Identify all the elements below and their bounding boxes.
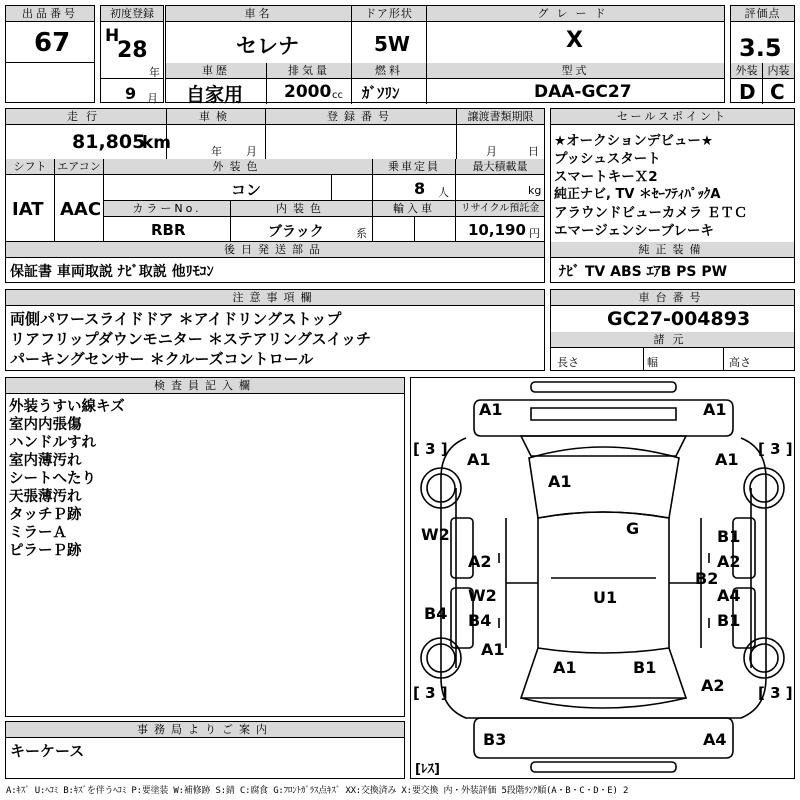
ext-color-label: 外装色	[104, 159, 372, 175]
aircon-label: エアコン	[55, 159, 103, 175]
reg-year: 28	[117, 38, 148, 63]
model-label: 型式	[427, 63, 724, 79]
month-unit: 月	[147, 92, 158, 105]
fuel-label: 燃料	[352, 63, 426, 79]
inspection-year-unit: 年	[211, 145, 222, 158]
grade: X	[566, 28, 583, 53]
lot-number-label: 出品番号	[6, 6, 94, 22]
damage-mark: B2	[695, 569, 719, 588]
damage-mark: W2	[468, 586, 497, 605]
damage-mark: A1	[481, 640, 505, 659]
score-label: 評価点	[731, 6, 794, 22]
shift: IAT	[12, 199, 44, 220]
damage-mark: A1	[467, 450, 491, 469]
sales-line: ★オークションデビュー★	[554, 133, 713, 149]
capacity-label: 乗車定員	[373, 159, 455, 175]
int-color-label: 内装色	[231, 201, 372, 217]
spec-label: 諸元	[551, 332, 794, 348]
length-label: 長さ	[557, 356, 579, 369]
displacement-label: 排気量	[267, 63, 351, 79]
inspector-line: タッチＰ跡	[9, 507, 82, 523]
damage-mark: A1	[715, 450, 739, 469]
damage-mark: B3	[483, 730, 507, 749]
inspector-line: 外装うすい線キズ	[9, 399, 125, 415]
damage-mark: A2	[717, 552, 741, 571]
inspector-line: 室内薄汚れ	[9, 453, 82, 469]
score: 3.5	[739, 34, 782, 62]
inspection-month-unit: 月	[246, 145, 257, 158]
genuine-equipment: ﾅﾋﾞ TV ABS ｴｱB PS PW	[559, 264, 728, 280]
damage-mark: U1	[593, 588, 618, 607]
first-registration-label: 初度登録	[101, 6, 163, 22]
capacity: 8	[414, 179, 426, 198]
inspector-line: ハンドルすれ	[9, 435, 96, 451]
shift-label: シフト	[6, 159, 54, 175]
office-label: 事務局よりご案内	[6, 722, 404, 738]
ext-color: コン	[231, 181, 262, 199]
car-name: セレナ	[236, 34, 299, 58]
score-cell	[730, 5, 795, 103]
displacement-unit: cc	[332, 90, 343, 101]
damage-mark: G	[626, 519, 640, 538]
mileage-unit: km	[142, 133, 172, 153]
damage-mark: B4	[424, 604, 448, 623]
chassis-number	[550, 289, 795, 371]
vehicle-details	[5, 108, 545, 283]
office-value: キーケース	[10, 742, 85, 760]
mileage-label: 走行	[6, 109, 166, 125]
damage-diagram	[410, 377, 795, 779]
inspection-label: 車検	[167, 109, 265, 125]
sales-line: エマージェンシーブレーキ	[554, 223, 714, 239]
sales-line: プッシュスタート	[554, 151, 661, 167]
reg-month: 9	[125, 84, 137, 103]
sales-line: 純正ナビ, TV ＊ｾｰﾌﾃｨﾊﾟｯｸA	[554, 187, 721, 202]
lot-number-cell	[5, 5, 95, 103]
damage-mark: A1	[479, 400, 503, 419]
note-line: 両側パワースライドドア ＊アイドリングストップ	[10, 310, 342, 328]
color-no-label: カラーNo.	[104, 201, 230, 217]
damage-mark: A4	[717, 586, 741, 605]
damage-mark: A1	[553, 658, 577, 677]
note-line: リアフリップダウンモニター ＊ステアリングスイッチ	[10, 330, 372, 348]
chassis-value: GC27-004893	[607, 308, 751, 330]
recycle-fee: 10,190	[468, 221, 526, 239]
transfer-month-unit: 月	[486, 145, 497, 158]
color-no: RBR	[151, 221, 186, 239]
grade-label: グレード	[427, 6, 724, 22]
inspector-line: ピラーＰ跡	[9, 543, 82, 559]
year-unit: 年	[149, 66, 160, 79]
damage-mark: W2	[421, 525, 450, 544]
recycle-label: リサイクル預託金	[456, 201, 544, 217]
later-parts: 保証書 車両取説 ﾅﾋﾞ取説 他ﾘﾓｺﾝ	[10, 264, 214, 280]
recycle-unit: 円	[529, 227, 540, 240]
spare-tire: [ﾚｽ]	[415, 762, 440, 777]
damage-mark: B1	[717, 527, 741, 546]
displacement: 2000	[284, 82, 332, 102]
door-type: 5W	[374, 32, 410, 56]
int-color: ブラック	[268, 224, 324, 240]
lot-number: 67	[34, 28, 71, 58]
exterior-label: 外装	[731, 63, 762, 79]
inspector-line: 室内内張傷	[9, 417, 82, 433]
office-notice	[5, 721, 405, 779]
legend: A:ｷｽﾞ U:ﾍｺﾐ B:ｷｽﾞを伴うﾍｺﾐ P:要塗装 W:補修跡 S:錆 C:腐食 G:ﾌﾛﾝﾄｶﾞﾗｽ点ｷｽﾞ XX:交換済み X:要交換 内・外装評価 5段階ﾗﾝｸ順(A・B・C・D・E) 2	[6, 786, 629, 796]
chassis-label: 車台番号	[551, 290, 794, 306]
tire-rear-left: [ 3 ]	[413, 684, 448, 702]
genuine-equipment-label: 純正装備	[551, 242, 794, 258]
inspector-line: シートへたり	[9, 471, 96, 487]
import-label: 輸入車	[373, 201, 455, 217]
damage-mark: A1	[548, 472, 572, 491]
notes	[5, 289, 545, 371]
interior-grade: C	[770, 80, 785, 104]
registration-number-label: 登録番号	[266, 109, 456, 125]
fuel: ｶﾞｿﾘﾝ	[362, 84, 400, 102]
capacity-unit: 人	[438, 186, 449, 199]
inspector-line: 天張薄汚れ	[9, 489, 82, 505]
damage-mark: A1	[703, 400, 727, 419]
later-parts-label: 後日発送部品	[6, 242, 544, 258]
max-load-label: 最大積載量	[456, 159, 544, 175]
sales-points-label: セールスポイント	[551, 109, 794, 125]
height-label: 高さ	[729, 356, 751, 369]
tire-rear-right: [ 3 ]	[758, 684, 793, 702]
damage-mark: B1	[717, 611, 741, 630]
damage-mark: B4	[468, 611, 492, 630]
aircon: AAC	[60, 199, 102, 220]
note-line: パーキングセンサー ＊クルーズコントロール	[10, 350, 314, 368]
interior-label: 内装	[763, 63, 794, 79]
damage-mark: A2	[468, 552, 492, 571]
damage-mark: B1	[633, 658, 657, 677]
inspector-line: ミラーＡ	[9, 525, 67, 541]
era: H	[105, 26, 120, 46]
exterior-grade: D	[739, 80, 756, 104]
sales-line: アラウンドビューカメラ ＥＴＣ	[554, 205, 748, 221]
width-label: 幅	[647, 356, 658, 369]
mileage: 81,805	[72, 131, 146, 153]
damage-mark: A4	[703, 730, 727, 749]
first-registration-cell	[100, 5, 164, 103]
notes-label: 注意事項欄	[6, 290, 544, 306]
sales-points	[550, 108, 795, 283]
door-label: ドア形状	[352, 6, 426, 22]
inspector-notes	[5, 377, 405, 717]
transfer-deadline-label: 譲渡書類期限	[457, 109, 544, 125]
tire-front-right: [ 3 ]	[758, 440, 793, 458]
transfer-day-unit: 日	[528, 145, 539, 158]
history-label: 車歴	[166, 63, 266, 79]
car-info-cell	[165, 5, 725, 106]
history: 自家用	[186, 84, 244, 106]
tire-front-left: [ 3 ]	[413, 440, 448, 458]
damage-mark: A2	[701, 676, 725, 695]
inspector-label: 検査員記入欄	[6, 378, 404, 394]
car-outline	[411, 378, 794, 778]
load-unit: kg	[528, 184, 542, 197]
sales-line: スマートキーＸ2	[554, 169, 658, 185]
model: DAA-GC27	[534, 82, 632, 102]
int-color-unit: 系	[356, 227, 367, 240]
car-name-label: 車名	[166, 6, 351, 22]
